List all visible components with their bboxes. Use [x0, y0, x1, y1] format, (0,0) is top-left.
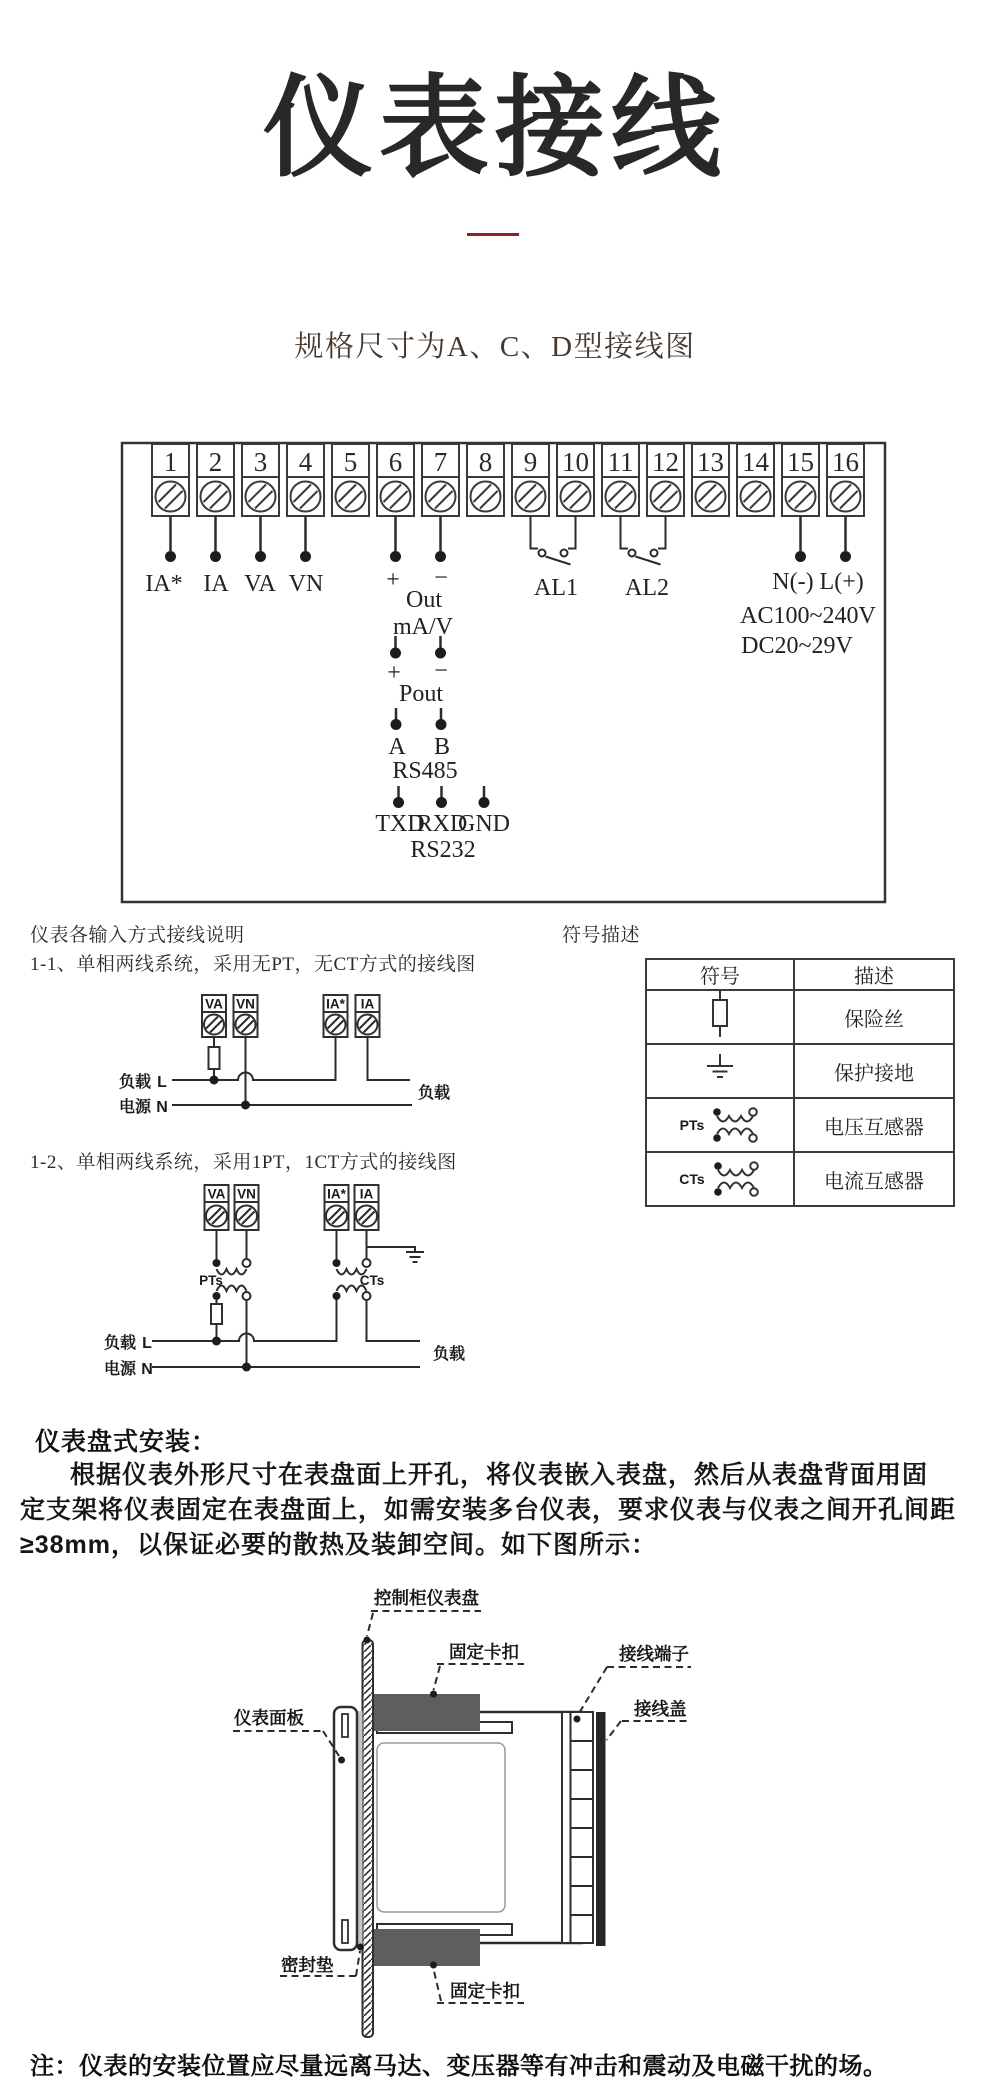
symbol-desc: 保护接地	[794, 1044, 954, 1098]
mini-label-ia: IA	[359, 1186, 374, 1202]
installation-diagram	[233, 1588, 691, 2037]
label-rs485: RS485	[392, 758, 458, 784]
mini-terminal-ia	[355, 1185, 379, 1230]
d11-load-left: 负载	[118, 1074, 151, 1091]
d12-wiring	[152, 1230, 424, 1372]
label-rs485-a: A	[388, 734, 406, 760]
terminal-cover-bar	[596, 1712, 606, 1946]
fixing-clip-top	[373, 1694, 480, 1731]
callout-clip-bottom	[430, 1962, 524, 2004]
mini-terminal-vn	[235, 1185, 259, 1230]
pt-symbol-label: PTs	[679, 1117, 705, 1133]
terminal-number: 12	[652, 447, 679, 477]
terminal-screw-icon	[471, 482, 501, 512]
terminal-cells	[152, 444, 864, 516]
terminal-number: 4	[298, 447, 313, 477]
mini-terminal-ia	[356, 995, 380, 1037]
label-ac-range: AC100~240V	[740, 603, 876, 629]
terminal-screw-icon	[786, 482, 816, 512]
mini-label-ia-star: IA*	[326, 996, 345, 1012]
mini-terminal-ia-star	[325, 1185, 349, 1230]
terminal-number: 15	[787, 447, 814, 477]
earth-symbol-icon	[700, 1054, 740, 1082]
callout-clip-top-label: 固定卡扣	[449, 1642, 519, 1662]
terminal-number: 13	[697, 447, 724, 477]
mount-section-heading: 仪表盘式安装：	[35, 1428, 218, 1456]
table-row	[646, 1152, 954, 1206]
label-gnd: GND	[458, 811, 510, 837]
callout-clip-bottom-label: 固定卡扣	[450, 1981, 520, 2001]
symbol-desc: 电流互感器	[794, 1152, 954, 1206]
section-title-symbols: 符号描述	[562, 925, 641, 946]
table-row	[646, 990, 954, 1044]
d12-line-n: N	[141, 1361, 153, 1378]
d11-load-right: 负载	[418, 1085, 451, 1102]
terminal-number: 1	[163, 447, 178, 477]
d12-cts-label: CTs	[359, 1273, 385, 1288]
terminal-number: 3	[253, 447, 268, 477]
fuse-icon	[211, 1304, 222, 1324]
terminal-number: 16	[832, 447, 859, 477]
d11-line-n: N	[156, 1099, 168, 1116]
symbol-desc: 保险丝	[794, 990, 954, 1044]
callout-clip-top	[430, 1642, 524, 1698]
desc-col-header: 描述	[794, 959, 954, 990]
mini-label-ia: IA	[360, 996, 375, 1012]
diagram-1-1-title: 1-1、单相两线系统，采用无PT，无CT方式的接线图	[30, 954, 476, 975]
d12-line-l: L	[142, 1335, 152, 1352]
label-al1: AL1	[534, 575, 578, 601]
symbol-desc: 电压互感器	[794, 1098, 954, 1152]
terminal-strip-diagram	[122, 443, 885, 902]
instrument-body	[377, 1743, 505, 1912]
symbol-col-header: 符号	[646, 959, 794, 990]
symbol-description-table	[645, 958, 955, 1207]
terminal-screw-icon	[201, 482, 231, 512]
bezel-slot-bottom	[342, 1920, 348, 1943]
terminal-screw-icon	[741, 482, 771, 512]
label-rxd: RXD	[416, 811, 468, 837]
label-vn: VN	[288, 571, 324, 597]
fuse-icon	[209, 1047, 220, 1069]
label-al2: AL2	[625, 575, 669, 601]
terminal-number: 6	[388, 447, 403, 477]
terminal-screw-icon	[336, 482, 366, 512]
terminal-number: 5	[343, 447, 358, 477]
label-ma-v: mA/V	[393, 614, 453, 640]
diagram-1-1	[119, 995, 450, 1116]
terminal-screw-icon	[246, 482, 276, 512]
label-out-plus: +	[386, 567, 400, 593]
mount-body-line: ≥38mm，以保证必要的散热及装卸空间。如下图所示：	[20, 1531, 657, 1559]
relay-contact-al2-icon	[621, 516, 666, 565]
d12-load-right: 负载	[433, 1346, 466, 1363]
instrument-front-panel	[334, 1707, 357, 1950]
callout-terminal-label: 接线端子	[619, 1644, 689, 1664]
relay-contact-al1-icon	[531, 516, 576, 565]
table-row	[646, 1044, 954, 1098]
diagram-1-2	[104, 1185, 465, 1378]
terminal-number: 11	[607, 447, 634, 477]
mini-terminal-va	[205, 1185, 229, 1230]
label-pout-minus: −	[434, 658, 448, 684]
mini-label-vn: VN	[236, 996, 255, 1012]
label-ia-star: IA*	[145, 571, 183, 597]
diagram-1-2-title: 1-2、单相两线系统，采用1PT，1CT方式的接线图	[30, 1152, 457, 1173]
terminal-number: 10	[562, 447, 589, 477]
strip-labels	[145, 565, 876, 863]
earth-icon	[406, 1252, 424, 1262]
terminal-screw-icon	[561, 482, 591, 512]
mini-terminal-va	[202, 995, 226, 1037]
mini-label-vn: VN	[237, 1186, 256, 1202]
callout-cover-label: 接线盖	[634, 1699, 687, 1719]
d11-wiring	[172, 1037, 412, 1110]
label-va: VA	[244, 571, 276, 597]
ct-symbol-icon	[711, 1160, 761, 1198]
terminal-number: 2	[208, 447, 223, 477]
mini-terminal-vn	[234, 995, 258, 1037]
terminal-number: 9	[523, 447, 538, 477]
fixing-clip-bottom	[373, 1929, 480, 1966]
ct-symbol-label: CTs	[679, 1171, 705, 1187]
page-title: 仪表接线	[263, 67, 727, 190]
label-out: Out	[406, 587, 442, 613]
label-txd: TXD	[375, 811, 425, 837]
strip-wiring	[165, 516, 851, 808]
mini-label-va: VA	[205, 996, 223, 1012]
subtitle: 规格尺寸为A、C、D型接线图	[294, 331, 696, 363]
bottom-note: 注：仪表的安装位置应尽量远离马达、变压器等有冲击和震动及电磁干扰的场。	[30, 2053, 888, 2080]
mini-terminal-ia-star	[324, 995, 348, 1037]
callout-front-panel	[233, 1708, 345, 1764]
terminal-screw-icon	[426, 482, 456, 512]
terminal-screw-icon	[606, 482, 636, 512]
mount-body-line: 定支架将仪表固定在表盘面上，如需安装多台仪表，要求仪表与仪表之间开孔间距	[20, 1496, 957, 1524]
d11-line-l: L	[157, 1074, 167, 1091]
label-dc-range: DC20~29V	[741, 633, 853, 659]
d11-source: 电源	[118, 1099, 151, 1116]
pt-symbol-icon	[710, 1106, 760, 1144]
label-power-nl: N(-) L(+)	[772, 569, 864, 595]
bezel-slot-top	[342, 1714, 348, 1737]
mini-label-ia-star: IA*	[327, 1186, 346, 1202]
mount-body-line: 根据仪表外形尺寸在表盘面上开孔，将仪表嵌入表盘，然后从表盘背面用固	[70, 1461, 929, 1489]
terminal-screw-icon	[381, 482, 411, 512]
fuse-symbol-icon	[700, 991, 740, 1037]
label-pout: Pout	[398, 681, 444, 707]
label-rs485-b: B	[433, 734, 451, 760]
label-ia: IA	[203, 571, 229, 597]
terminal-screw-icon	[696, 482, 726, 512]
terminal-number: 8	[478, 447, 493, 477]
terminal-number: 14	[742, 447, 769, 477]
terminal-screw-icon	[156, 482, 186, 512]
d12-load-left: 负载	[103, 1335, 136, 1352]
cabinet-panel	[363, 1640, 374, 2037]
table-row	[646, 1098, 954, 1152]
callout-front-panel-label: 仪表面板	[234, 1708, 304, 1728]
terminal-block-side	[562, 1712, 593, 1943]
callout-cover	[607, 1699, 691, 1740]
terminal-screw-icon	[291, 482, 321, 512]
callout-cabinet-panel	[364, 1588, 482, 1644]
section-title-input-wiring: 仪表各输入方式接线说明	[30, 925, 245, 946]
label-pout-plus: +	[387, 660, 401, 686]
d12-source: 电源	[103, 1361, 136, 1378]
terminal-screw-icon	[651, 482, 681, 512]
mini-label-va: VA	[207, 1186, 226, 1202]
label-rs232: RS232	[410, 837, 476, 863]
callout-cabinet-panel-label: 控制柜仪表盘	[374, 1588, 479, 1608]
d12-pts-label: PTs	[199, 1273, 223, 1288]
terminal-screw-icon	[831, 482, 861, 512]
label-out-minus: −	[434, 565, 448, 591]
callout-gasket-label: 密封垫	[281, 1955, 334, 1975]
terminal-screw-icon	[516, 482, 546, 512]
terminal-number: 7	[433, 447, 448, 477]
